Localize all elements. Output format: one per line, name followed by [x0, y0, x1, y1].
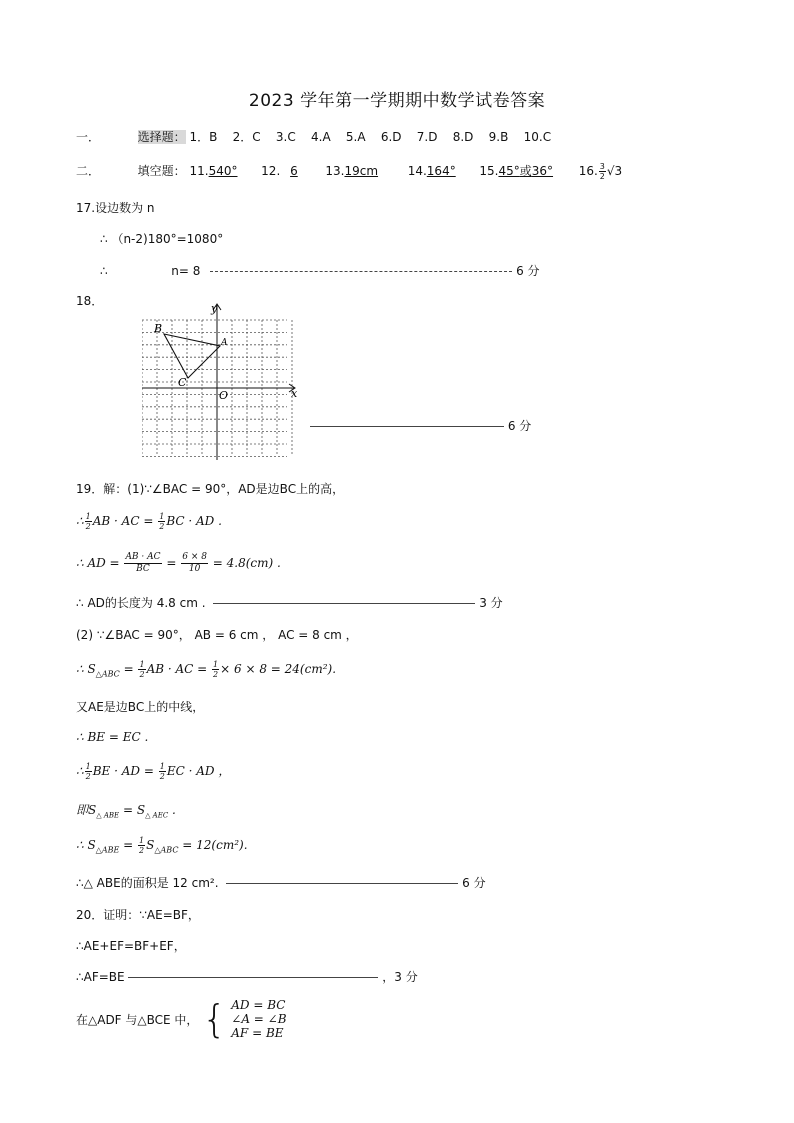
answer-12-prefix: 12.	[261, 164, 281, 178]
ad-length: ∴ AD的长度为 4.8 cm .	[76, 596, 206, 610]
label-x: x	[291, 387, 298, 400]
q19-line-11	[76, 836, 248, 855]
fraction-values: $\frac{6 \times 8}{10}$	[182, 552, 207, 574]
q20-line-4	[76, 998, 287, 1040]
q18-coordinate-grid	[142, 300, 302, 465]
subscript: △ABC	[154, 845, 179, 855]
section-label: 填空题：	[137, 164, 186, 178]
q17-result: n= 8	[171, 264, 201, 278]
result: = 4.8(cm) .	[212, 556, 281, 570]
answer-11: 540°	[208, 164, 238, 178]
fraction-half: $\frac{1}{2}$	[159, 512, 165, 531]
score-leader	[310, 426, 504, 427]
answer-15-prefix: 15.	[479, 164, 499, 178]
section-number: 一．	[76, 130, 101, 144]
label-a: A	[221, 338, 228, 348]
subscript: △ABC	[95, 669, 120, 679]
score-leader	[210, 271, 512, 272]
expr-ad: ∴ AD =	[76, 556, 120, 570]
answer-15b: 36°	[531, 164, 554, 178]
fraction-half: $\frac{1}{2}$	[159, 762, 165, 781]
q19-line-5: (2) ∵∠BAC = 90°， AB = 6 cm ， AC = 8 cm ，	[76, 628, 358, 642]
equation-2: ∠A = ∠B	[231, 1012, 287, 1026]
expr-right: EC · AD ，	[166, 764, 231, 778]
choice-answers: 1．B 2．C 3.C 4.A 5.A 6.D 7.D 8.D 9.B 10.C	[189, 130, 552, 144]
q19-line-3	[76, 552, 281, 575]
q19-line-8: ∴ BE = EC .	[76, 730, 149, 744]
label-c: C	[178, 376, 187, 389]
therefore-symbol: ∴	[76, 764, 84, 778]
label-y: y	[211, 302, 218, 315]
therefore-symbol: ∴	[100, 264, 108, 278]
expr-left: BE · AD =	[92, 764, 154, 778]
q19-score-2: 6 分	[462, 876, 486, 890]
result: = 12(cm²).	[182, 838, 248, 852]
answer-15-or: 或	[519, 164, 532, 178]
q17-line-3	[100, 262, 540, 279]
score-leader	[128, 977, 378, 978]
q19-line-4	[76, 594, 503, 611]
expr-left: AB · AC =	[92, 514, 154, 528]
fraction-half: $\frac{1}{2}$	[139, 836, 145, 855]
section-fill	[76, 162, 622, 181]
section-number: 二．	[76, 164, 101, 178]
equals: = S	[122, 803, 146, 817]
score-leader	[226, 883, 458, 884]
expr-right: BC · AD .	[166, 514, 222, 528]
equals: =	[123, 838, 134, 852]
q19-score-1: 3 分	[479, 596, 503, 610]
q19-line-1: 19．解：(1)∵∠BAC = 90°，AD是边BC上的高，	[76, 482, 345, 496]
answer-14-prefix: 14.	[407, 164, 427, 178]
equals: =	[166, 556, 177, 570]
abe-area: ∴△ ABE的面积是 12 cm².	[76, 876, 219, 890]
q20-line-1: 20．证明：∵AE=BF，	[76, 908, 200, 922]
area-symbol: S	[146, 838, 155, 852]
equation-system	[231, 998, 286, 1040]
page-title: 2023 学年第一学期期中数学试卷答案	[248, 91, 546, 111]
expr: AB · AC =	[146, 662, 208, 676]
fraction-half: $\frac{1}{2}$	[139, 660, 145, 679]
equals: =	[123, 662, 134, 676]
equation-1: AD = BC	[231, 998, 286, 1012]
section-label: 选择题：	[137, 130, 186, 144]
subscript: △ABE	[95, 845, 120, 855]
q20-context: 在△ADF 与△BCE 中，	[76, 1012, 199, 1027]
label-o: O	[219, 389, 229, 402]
subscript: △ AEC	[145, 811, 169, 820]
q18-score: 6 分	[507, 419, 532, 433]
q19-line-2	[76, 512, 222, 531]
answer-16-root: √3	[606, 164, 623, 178]
af-be: ∴AF=BE	[76, 970, 125, 984]
result: × 6 × 8 = 24(cm²).	[220, 662, 337, 676]
answer-16-prefix: 16.	[578, 164, 598, 178]
answer-16-fraction: $\frac{3}{2}$	[599, 162, 605, 181]
label-b: B	[154, 322, 163, 335]
answer-11-prefix: 11.	[189, 164, 209, 178]
q19-line-6	[76, 660, 336, 679]
q20-line-3	[76, 968, 418, 985]
area-symbol: 即S	[76, 803, 97, 817]
brace: {	[202, 997, 227, 1041]
answer-12: 6	[290, 164, 298, 178]
q18-score-line	[310, 417, 531, 434]
therefore-symbol: ∴	[76, 514, 84, 528]
answer-15a: 45°	[498, 164, 520, 178]
answer-13-prefix: 13.	[325, 164, 345, 178]
equation-3: AF = BE	[231, 1026, 284, 1040]
q19-line-12	[76, 874, 486, 891]
q17-score: 6 分	[516, 264, 540, 278]
q17-line-1: 17.设边数为 n	[76, 201, 155, 215]
q20-line-2: ∴AE+EF=BF+EF，	[76, 939, 186, 953]
q19-line-10	[76, 801, 176, 819]
period: .	[172, 803, 176, 817]
q18-label: 18．	[76, 294, 104, 308]
fraction-half: $\frac{1}{2}$	[85, 512, 91, 531]
q19-line-9	[76, 762, 230, 781]
answer-14: 164°	[426, 164, 456, 178]
area-symbol: ∴ S	[76, 838, 96, 852]
q19-line-7: 又AE是边BC上的中线，	[76, 700, 205, 714]
answer-13: 19cm	[344, 164, 379, 178]
q17-line-2: ∴ （n-2)180°=1080°	[100, 232, 224, 246]
fraction-ab-ac-bc: $\frac{AB \cdot AC}{BC}$	[125, 552, 161, 574]
score-leader	[213, 603, 475, 604]
section-choice	[76, 128, 551, 145]
fraction-half: $\frac{1}{2}$	[85, 762, 91, 781]
area-symbol: ∴ S	[76, 662, 96, 676]
q20-score: ，3 分	[382, 970, 418, 984]
fraction-half: $\frac{1}{2}$	[213, 660, 219, 679]
subscript: △ ABE	[96, 811, 120, 820]
